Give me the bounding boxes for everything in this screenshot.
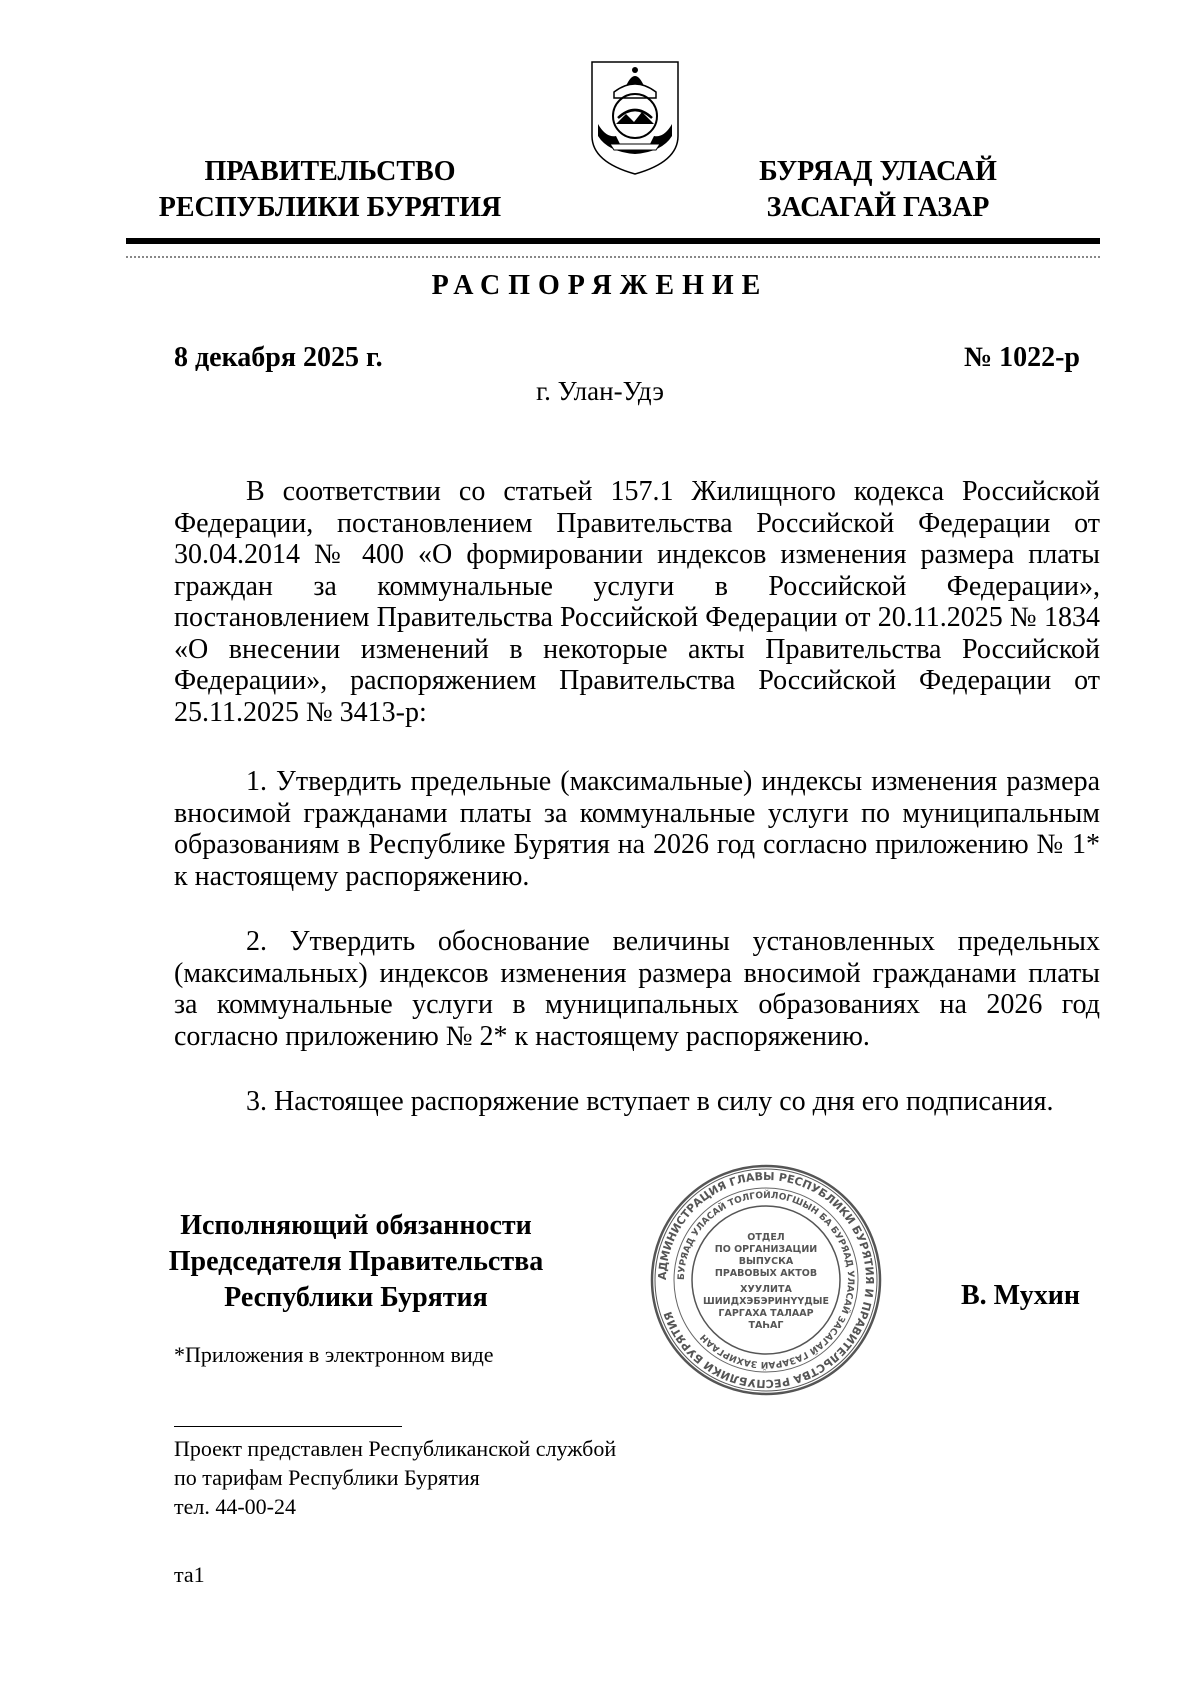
position-line3: Республики Бурятия	[224, 1282, 488, 1313]
stamp-center-line5: ХУУЛИТА	[740, 1284, 792, 1295]
header-left-line1: ПРАВИТЕЛЬСТВО	[204, 156, 456, 187]
item-3-paragraph: 3. Настоящее распоряжение вступает в силу со дня его подписания.	[246, 1086, 1054, 1117]
stamp-center-line2: ПО ОРГАНИЗАЦИИ	[714, 1244, 818, 1255]
official-seal-stamp	[648, 1162, 884, 1398]
header-right-title	[668, 154, 1088, 226]
header-divider-thick	[126, 238, 1100, 244]
preamble-paragraph: В соответствии со статьей 157.1 Жилищного кодекса Российской Федерации, постановлением Правительства Российской Федерации от 30.04.2014 № 400 «О формировании индексов изменения размера платы граждан за коммунальные услуги в Российской Федерации», постановлением Правительства Российской Федерации от 20.11.2025 № 1834 «О внесении изменений в некоторые акты Правительства Российской Федерации», распоряжением Правительства Российской Федерации от 25.11.2025 № 3413-р:	[174, 476, 1100, 728]
signatory-name: В. Мухин	[961, 1280, 1080, 1311]
header-left-line2: РЕСПУБЛИКИ БУРЯТИЯ	[158, 192, 502, 223]
footer-line3: тел. 44-00-24	[174, 1494, 297, 1519]
stamp-inner-text: БУРЯАД УЛАСАЙ ТОЛГОЙЛОГШЫН БА БУРЯАД УЛАСАЙ ЗАСАГАЙ ГАЗАРАЙ ЗАХИРГААН	[676, 1190, 856, 1370]
footer-block	[174, 1434, 616, 1521]
document-date: 8 декабря 2025 г.	[174, 342, 383, 373]
svg-text:АДМИНИСТРАЦИЯ ГЛАВЫ РЕСПУБЛИКИ	[656, 1170, 876, 1390]
footer-code: та1	[174, 1562, 205, 1587]
stamp-center-line7: ГАРГАХА ТАЛААР	[718, 1308, 814, 1319]
header-left-title	[120, 154, 540, 226]
item-1-paragraph: 1. Утвердить предельные (максимальные) индексы изменения размера вносимой гражданами платы за коммунальные услуги по муниципальным образованиям в Республике Бурятия на 2026 год согласно приложению № 1* к настоящему распоряжению.	[174, 766, 1100, 892]
position-line2: Председателя Правительства	[168, 1246, 544, 1277]
footer-line2: по тарифам Республики Бурятия	[174, 1465, 480, 1490]
header-right-line1: БУРЯАД УЛАСАЙ	[759, 156, 997, 187]
footer-divider	[174, 1426, 402, 1427]
position-line1: Исполняющий обязанности	[180, 1210, 532, 1241]
stamp-center-line3: ВЫПУСКА	[738, 1256, 794, 1267]
stamp-center-line1: ОТДЕЛ	[747, 1232, 785, 1243]
stamp-center-line4: ПРАВОВЫХ АКТОВ	[714, 1268, 818, 1279]
footer-line1: Проект представлен Республиканской службой	[174, 1436, 617, 1461]
document-city: г. Улан-Удэ	[536, 376, 664, 406]
stamp-center-line8: ТАҺАГ	[748, 1320, 784, 1331]
document-title: РАСПОРЯЖЕНИЕ	[431, 270, 769, 301]
header-right-line2: ЗАСАГАЙ ГАЗАР	[766, 192, 990, 223]
svg-text:БУРЯАД УЛАСАЙ ТОЛГОЙЛОГШЫН БА	[677, 1189, 855, 1371]
attachments-note: *Приложения в электронном виде	[174, 1342, 494, 1367]
item-2-paragraph: 2. Утвердить обоснование величины установленных предельных (максимальных) индексов изменения размера вносимой гражданами платы за коммунальные услуги в муниципальных образованиях на 2026 год согласно приложению № 2* к настоящему распоряжению.	[174, 926, 1100, 1052]
header-divider-thin	[126, 256, 1100, 258]
stamp-center-line6: ШИИДХЭБЭРИНҮҮДЫЕ	[702, 1296, 830, 1307]
stamp-outer-text: АДМИНИСТРАЦИЯ ГЛАВЫ РЕСПУБЛИКИ БУРЯТИЯ И ПРАВИТЕЛЬСТВА РЕСПУБЛИКИ БУРЯТИЯ	[655, 1169, 877, 1391]
document-number: № 1022-р	[963, 342, 1080, 373]
signatory-position	[156, 1208, 556, 1316]
